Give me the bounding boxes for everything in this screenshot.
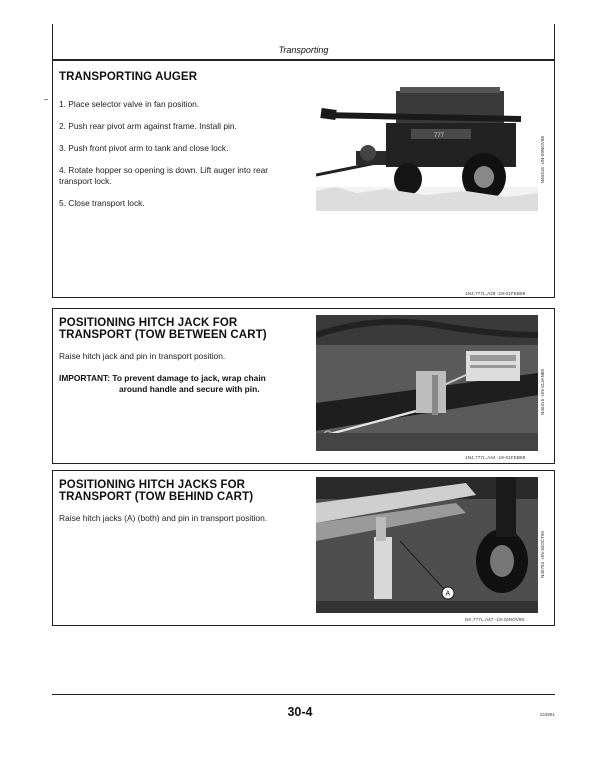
auger-cart-photo [316,79,538,211]
instruction-text: Raise hitch jacks (A) (both) and pin in transport position. [59,513,268,523]
footer-rule [52,694,555,695]
block-transporting-auger [52,60,555,298]
important-note [59,373,266,395]
block-hitch-jacks-behind [52,470,555,626]
page-number: 30-4 [287,705,313,719]
step-2: 2. Push rear pivot arm against frame. Install pin. [59,121,237,131]
hitch-jack-photo [316,315,538,451]
important-line-2: around handle and secure with pin. [119,384,260,394]
photo-code: N40754 -UN-30OCT90 [540,531,545,578]
instruction-text: Raise hitch jack and pin in transport position. [59,351,226,361]
step-5: 5. Close transport lock. [59,198,145,208]
photo-code: N40415 -UN-31JAN89 [540,369,545,415]
machine-label: 777 [434,133,445,139]
margin-mark [44,99,48,100]
important-line-1: IMPORTANT: To prevent damage to jack, wrap chain [59,373,266,383]
hitch-jacks-photo [316,477,538,613]
step-1: 1. Place selector valve in fan position. [59,99,200,109]
header-frame [52,24,555,60]
callout-label-a: A [445,590,451,598]
section-title: Transporting [278,45,329,55]
block-heading: TRANSPORTING AUGER [59,71,198,83]
block-heading-line-1: POSITIONING HITCH JACKS FOR [59,479,246,491]
figure-caption: 1N4,777L,A44 -19-01FEB89 [465,455,526,460]
figure-caption: NX,777L,A47 -19-20NOV90 [465,617,525,622]
figure-caption: 1N4,777L,A29 -19-01FEB89 [465,291,526,296]
photo-code: N40318 -UN-09NOV88 [540,136,545,184]
block-heading-line-2: TRANSPORT (TOW BEHIND CART) [59,491,254,503]
block-heading-line-1: POSITIONING HITCH JACK FOR [59,317,238,329]
step-3: 3. Push front pivot arm to tank and close lock. [59,143,229,153]
footer-doc-code: 153991 [539,712,555,717]
step-4: 4. Rotate hopper so opening is down. Lift auger into rear [59,165,269,175]
block-heading-line-2: TRANSPORT (TOW BETWEEN CART) [59,329,267,341]
step-4-continued: transport lock. [59,176,112,186]
block-hitch-jack-between [52,308,555,464]
